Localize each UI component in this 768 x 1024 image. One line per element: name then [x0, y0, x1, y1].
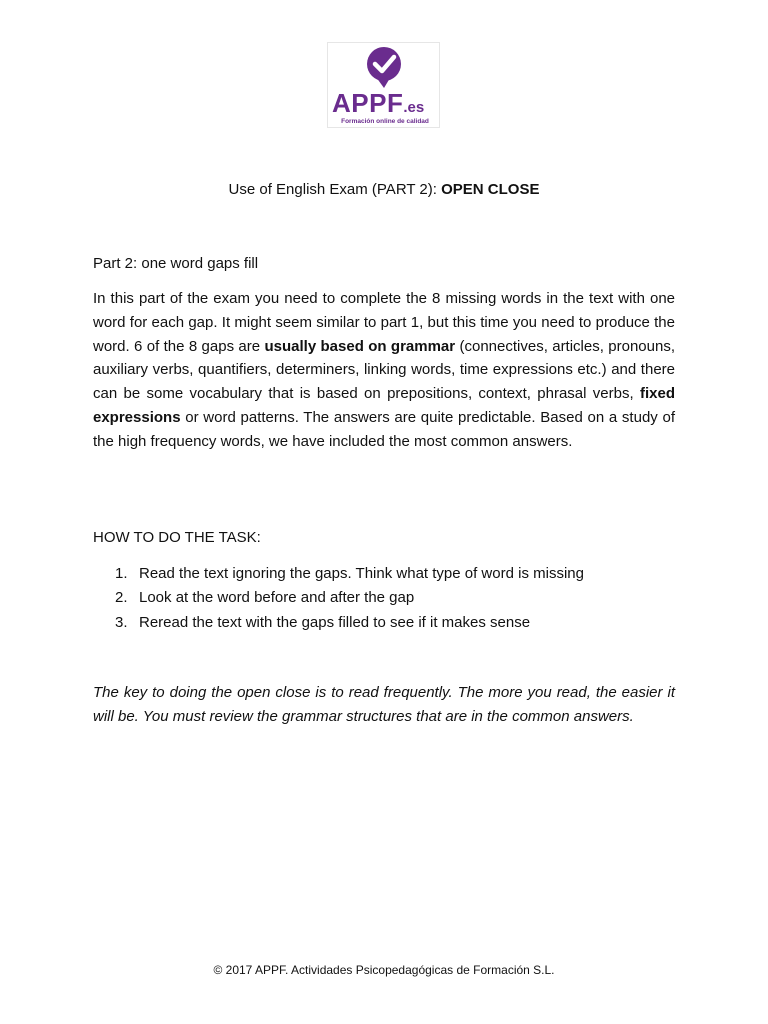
- intro-bold-1: usually based on grammar: [264, 337, 456, 355]
- step-number: 3.: [115, 613, 128, 631]
- step-number: 2.: [115, 589, 128, 607]
- intro-text-2: (connectives, articles, pronouns, auxiliary verbs, quantifiers, determiners, linking words, time expressions etc.) and there can be some vocabulary that is based on prepositions, context, phrasal verbs,: [93, 337, 675, 403]
- step-text: Read the text ignoring the gaps. Think what type of word is missing: [139, 565, 584, 582]
- copyright-footer: © 2017 APPF. Actividades Psicopedagógicas de Formación S.L.: [213, 963, 555, 977]
- chat-bubble-check-icon: [362, 45, 408, 89]
- section-subheading: Part 2: one word gaps fill: [93, 255, 259, 272]
- logo-brand: APPF: [332, 88, 404, 118]
- logo-tld: .es: [403, 99, 425, 116]
- list-item: [93, 562, 675, 586]
- howto-heading: HOW TO DO THE TASK:: [93, 529, 261, 546]
- title-emphasis: OPEN CLOSE: [441, 181, 540, 198]
- intro-bold-2: fixed expressions: [93, 385, 675, 426]
- italic-note: The key to doing the open close is to read frequently. The more you read, the easier it will be. You must review the grammar structures that are in the common answers.: [93, 684, 675, 725]
- list-item: [93, 611, 675, 635]
- intro-text-3: or word patterns. The answers are quite predictable. Based on a study of the high frequency words, we have included the most common answers.: [93, 408, 675, 450]
- appf-logo: [327, 42, 440, 128]
- page-title: [0, 180, 768, 200]
- intro-text-1: In this part of the exam you need to complete the 8 missing words in the text with one word for each gap. It might seem similar to part 1, but this time you need to produce the word. 6 of the 8 gaps are: [93, 290, 675, 355]
- step-text: Reread the text with the gaps filled to see if it makes sense: [139, 613, 531, 631]
- step-text: Look at the word before and after the gap: [139, 589, 415, 607]
- step-number: 1.: [115, 565, 128, 582]
- logo-tagline: Formación online de calidad: [341, 118, 429, 125]
- list-item: [93, 586, 675, 610]
- intro-paragraph: [93, 287, 675, 454]
- title-prefix: Use of English Exam (PART 2):: [228, 181, 442, 198]
- steps-list: [93, 562, 675, 635]
